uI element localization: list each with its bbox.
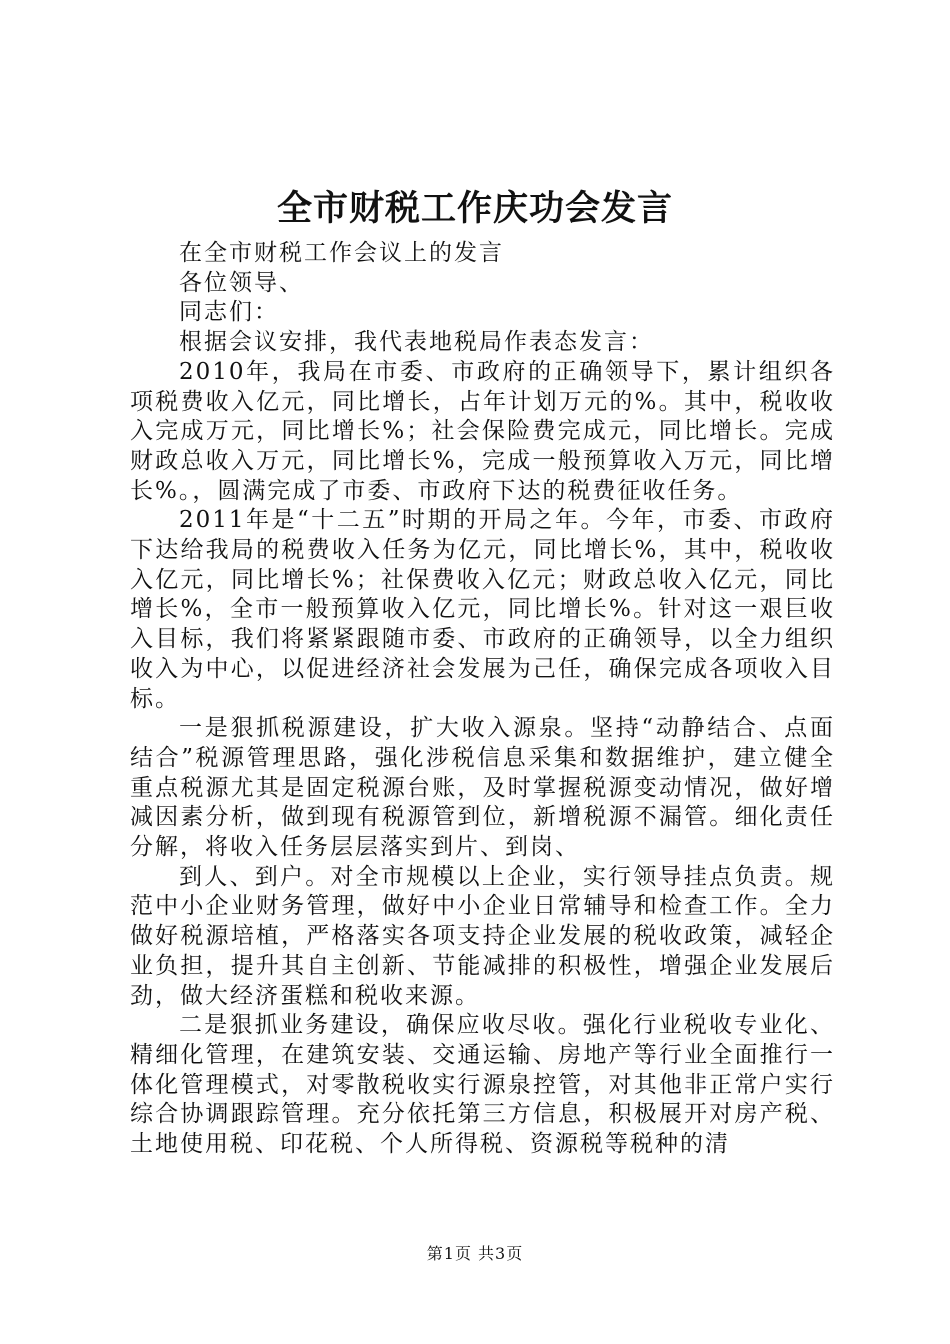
paragraph-salutation-1: 各位领导、 bbox=[179, 269, 304, 296]
document-body bbox=[130, 239, 835, 1160]
paragraph-measure-1: 一是狠抓税源建设，扩大收入源泉。坚持“动静结合、点面结合”税源管理思路，强化涉税信息采集和数据维护，建立健全重点税源尤其是固定税源台账，及时掌握税源变动情况，做好增减因素分析，做到现有税源管到位，新增税源不漏管。细化责任分解，将收入任务层层落实到片、到岗、 bbox=[130, 715, 835, 861]
paragraph-salutation-2: 同志们： bbox=[179, 299, 279, 326]
paragraph-measure-1-continued: 到人、到户。对全市规模以上企业，实行领导挂点负责。规范中小企业财务管理，做好中小企业日常辅导和检查工作。全力做好税源培植，严格落实各项支持企业发展的税收政策，减轻企业负担，提升其自主创新、节能减排的积极性，增强企业发展后劲，做大经济蛋糕和税收来源。 bbox=[130, 863, 835, 1009]
paragraph-heading: 在全市财税工作会议上的发言 bbox=[179, 240, 504, 266]
paragraph-measure-2: 二是狠抓业务建设，确保应收尽收。强化行业税收专业化、精细化管理，在建筑安装、交通运输、房地产等行业全面推行一体化管理模式，对零散税收实行源泉控管，对其他非正常户实行综合协调跟踪管理。充分依托第三方信息，积极展开对房产税、土地使用税、印花税、个人所得税、资源税等税种的清 bbox=[130, 1012, 835, 1158]
page-number-footer: 第1页 共3页 bbox=[426, 1244, 524, 1263]
paragraph-2011-targets: 2011年是“十二五”时期的开局之年。今年，市委、市政府下达给我局的税费收入任务为亿元，同比增长%，其中，税收收入亿元，同比增长%；社保费收入亿元；财政总收入亿元，同比增长%，全市一般预算收入亿元，同比增长%。针对这一艰巨收入目标，我们将紧紧跟随市委、市政府的正确领导，以全力组织收入为中心，以促进经济社会发展为己任，确保完成各项收入目标。 bbox=[130, 507, 835, 712]
document-title: 全市财税工作庆功会发言 bbox=[276, 188, 673, 229]
paragraph-2010-results: 2010年，我局在市委、市政府的正确领导下，累计组织各项税费收入亿元，同比增长，占年计划万元的%。其中，税收收入完成万元，同比增长%；社会保险费完成元，同比增长。完成财政总收入万元，同比增长%，完成一般预算收入万元，同比增长%。，圆满完成了市委、市政府下达的税费征收任务。 bbox=[130, 358, 835, 504]
paragraph-intro: 根据会议安排，我代表地税局作表态发言： bbox=[179, 329, 654, 356]
